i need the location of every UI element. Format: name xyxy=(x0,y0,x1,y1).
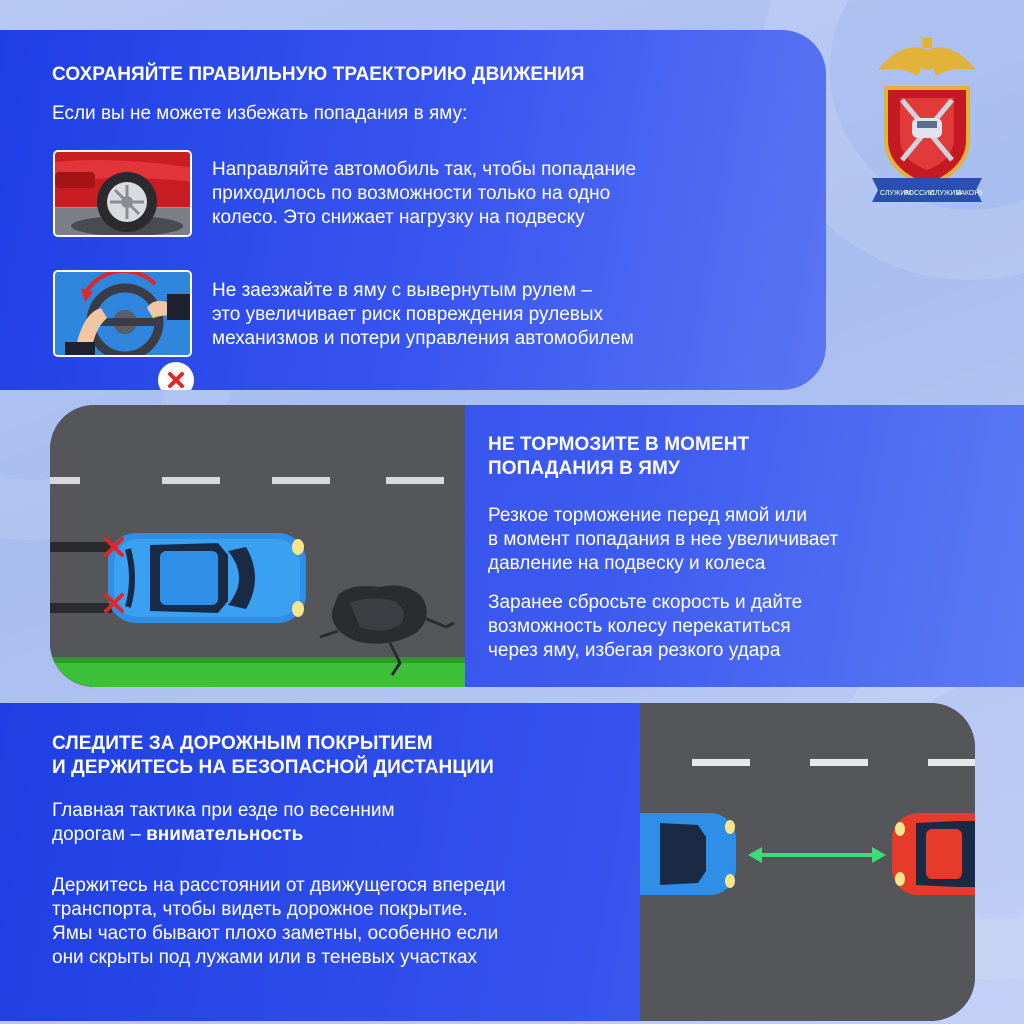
distance-title-line: И ДЕРЖИТЕСЬ НА БЕЗОПАСНОЙ ДИСТАНЦИИ xyxy=(52,757,494,778)
braking-text-2 xyxy=(488,591,802,663)
tip-one-wheel-line: Направляйте автомобиль так, чтобы попадание xyxy=(212,159,637,180)
following-car-icon xyxy=(640,813,736,895)
attentiveness-word: внимательность xyxy=(146,824,304,845)
braking-text-line: Резкое торможение перед ямой или xyxy=(488,505,807,526)
distance-road-illustration xyxy=(640,703,975,1021)
braking-text-line: давление на подвеску и колеса xyxy=(488,553,766,574)
trajectory-intro: Если вы не можете избежать попадания в яму: xyxy=(52,103,468,124)
tip-steering xyxy=(212,279,634,351)
tip-steering-line: это увеличивает риск повреждения рулевых xyxy=(212,304,604,325)
distance-text-line: Держитесь на расстоянии от движущегося впереди xyxy=(52,875,506,896)
emblem-ribbon-word: СЛУЖИМ xyxy=(880,190,912,197)
braking-text-line: Заранее сбросьте скорость и дайте xyxy=(488,592,803,613)
braking-text-line: возможность колесу перекатиться xyxy=(488,616,791,637)
tip-one-wheel-line: приходилось по возможности только на одно xyxy=(212,183,611,204)
road-illustration xyxy=(50,405,465,687)
emblem-ribbon-word: РОССИИ xyxy=(904,190,935,197)
braking-title-line: НЕ ТОРМОЗИТЕ В МОМЕНТ xyxy=(488,434,750,455)
emblem-ribbon-word: ЗАКОНУ xyxy=(956,190,982,197)
distance-text-1 xyxy=(52,799,395,847)
braking-car-icon xyxy=(108,533,306,623)
braking-panel xyxy=(50,405,1024,687)
wheel-in-pothole-icon xyxy=(53,150,192,237)
trajectory-panel xyxy=(0,30,826,390)
distance-title xyxy=(52,732,494,780)
trajectory-title: СОХРАНЯЙТЕ ПРАВИЛЬНУЮ ТРАЕКТОРИЮ ДВИЖЕНИЯ xyxy=(52,64,585,85)
braking-text-1 xyxy=(488,504,838,576)
cross-icon xyxy=(158,362,194,390)
emblem-ribbon-word: СЛУЖИМ xyxy=(930,190,962,197)
distance-text-line: они скрыты под лужами или в теневых участках xyxy=(52,947,478,968)
distance-title-line: СЛЕДИТЕ ЗА ДОРОЖНЫМ ПОКРЫТИЕМ xyxy=(52,733,433,754)
distance-panel xyxy=(0,703,975,1021)
distance-text-line: Ямы часто бывают плохо заметны, особенно если xyxy=(52,923,499,944)
distance-text-line: Главная тактика при езде по весенним xyxy=(52,800,395,821)
braking-title xyxy=(488,433,749,481)
tip-one-wheel xyxy=(212,158,636,230)
braking-title-line: ПОПАДАНИЯ В ЯМУ xyxy=(488,458,680,479)
steering-wheel-icon xyxy=(53,270,192,357)
distance-text-2 xyxy=(52,874,506,970)
police-emblem-icon xyxy=(872,30,982,205)
braking-text-line: через яму, избегая резкого удара xyxy=(488,640,781,661)
distance-text-prefix: дорогам – xyxy=(52,824,147,845)
tip-steering-line: Не заезжайте в яму с вывернутым рулем – xyxy=(212,280,592,301)
tip-steering-line: механизмов и потери управления автомобилем xyxy=(212,328,634,349)
braking-text-line: в момент попадания в нее увеличивает xyxy=(488,529,839,550)
distance-text-line xyxy=(52,823,395,847)
tip-one-wheel-line: колесо. Это снижает нагрузку на подвеску xyxy=(212,207,585,228)
leading-car-icon xyxy=(892,813,975,895)
distance-text-line: транспорта, чтобы видеть дорожное покрытие. xyxy=(52,899,468,920)
